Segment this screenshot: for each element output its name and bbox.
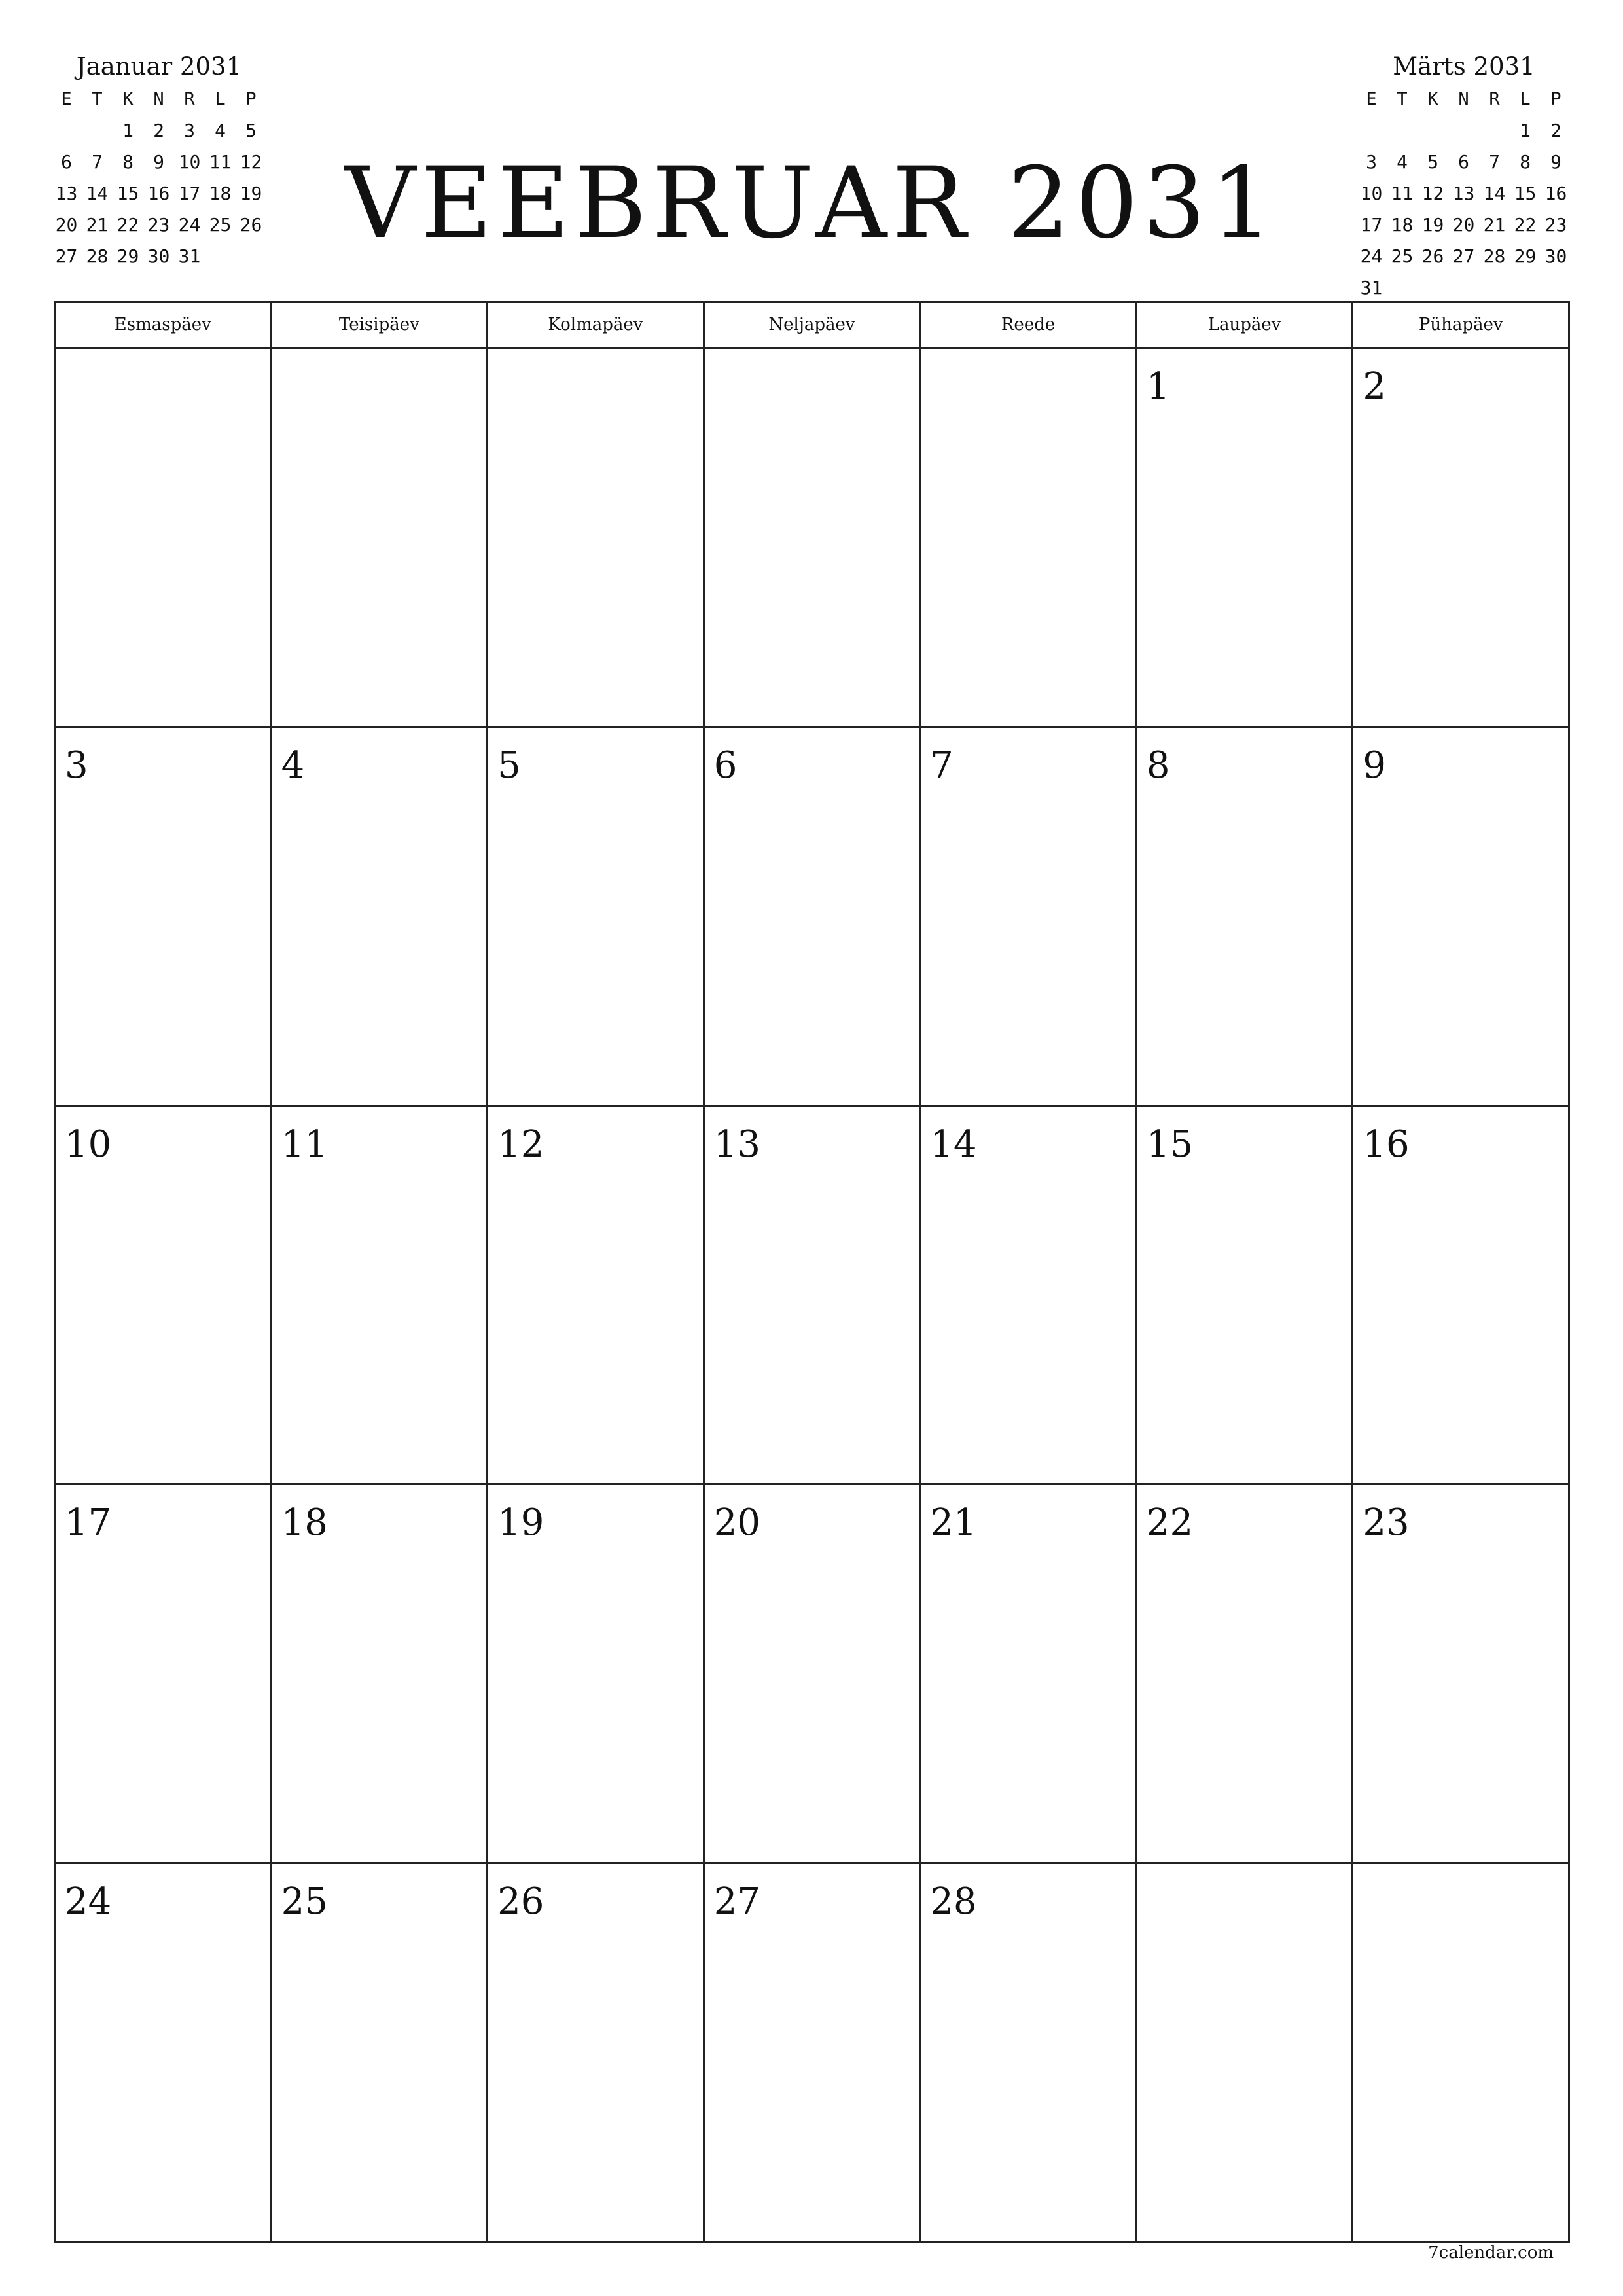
day-cell (921, 1864, 1137, 2243)
mini-day: 15 (1514, 183, 1537, 204)
weekday-header: Neljapäev (705, 303, 921, 349)
day-number: 17 (65, 1501, 112, 1545)
day-number: 9 (1363, 744, 1387, 787)
mini-day: 20 (55, 214, 78, 236)
mini-day: 21 (86, 214, 109, 236)
day-cell (921, 349, 1137, 728)
day-cell (1353, 1485, 1570, 1864)
day-cell (1353, 1107, 1570, 1486)
day-cell (272, 349, 489, 728)
day-number: 1 (1146, 365, 1170, 408)
mini-day: 4 (1397, 151, 1408, 173)
day-cell (921, 728, 1137, 1107)
mini-day: 8 (1520, 151, 1531, 173)
day-cell (272, 728, 489, 1107)
day-number: 6 (713, 744, 738, 787)
mini-day: 25 (209, 214, 232, 236)
day-cell (1353, 1864, 1570, 2243)
mini-day: 20 (1452, 214, 1475, 236)
mini-day (1479, 272, 1510, 304)
mini-day: 10 (1360, 183, 1383, 204)
mini-weekday: P (245, 89, 257, 109)
day-cell (488, 1485, 705, 1864)
day-number: 25 (281, 1880, 328, 1924)
mini-day: 24 (1360, 245, 1383, 267)
day-cell (705, 1485, 921, 1864)
mini-weekday: N (153, 89, 164, 109)
day-number: 20 (713, 1501, 760, 1545)
day-cell (705, 1107, 921, 1486)
day-number: 18 (281, 1501, 328, 1545)
mini-day: 29 (1514, 245, 1537, 267)
mini-day: 14 (1483, 183, 1506, 204)
day-number: 12 (497, 1122, 544, 1166)
page-title: VEEBRUAR 2031 (344, 147, 1279, 260)
mini-day: 16 (147, 183, 170, 204)
mini-day: 17 (1360, 214, 1383, 236)
mini-day (205, 241, 236, 272)
day-cell (272, 1864, 489, 2243)
day-number: 14 (930, 1122, 977, 1166)
mini-day: 9 (153, 151, 164, 173)
mini-day: 6 (61, 151, 72, 173)
mini-day: 14 (86, 183, 109, 204)
mini-day: 9 (1550, 151, 1561, 173)
mini-day: 26 (240, 214, 262, 236)
day-cell (56, 728, 272, 1107)
day-cell (56, 349, 272, 728)
mini-weekday: E (1366, 89, 1377, 109)
mini-weekday: T (92, 89, 103, 109)
day-number: 15 (1146, 1122, 1194, 1166)
mini-calendar-title: Märts 2031 (1393, 52, 1535, 81)
day-number: 24 (65, 1880, 112, 1924)
day-cell (56, 1107, 272, 1486)
day-cell (488, 349, 705, 728)
day-cell (705, 1864, 921, 2243)
day-cell (921, 1485, 1137, 1864)
mini-day: 2 (1550, 120, 1561, 141)
mini-weekday-header (1356, 84, 1572, 115)
day-number: 3 (65, 744, 88, 787)
mini-day: 28 (1483, 245, 1506, 267)
day-cell (488, 1864, 705, 2243)
mini-day: 5 (245, 120, 257, 141)
day-cell (1137, 349, 1354, 728)
weekday-header: Esmaspäev (56, 303, 272, 349)
day-number: 16 (1363, 1122, 1410, 1166)
mini-weekday: K (122, 89, 134, 109)
mini-day: 23 (147, 214, 170, 236)
day-number: 23 (1363, 1501, 1410, 1545)
mini-day: 27 (55, 245, 78, 267)
day-number: 19 (497, 1501, 544, 1545)
mini-calendar-title: Jaanuar 2031 (76, 52, 242, 81)
mini-day: 1 (122, 120, 134, 141)
day-cell (272, 1107, 489, 1486)
mini-day: 19 (240, 183, 262, 204)
footer-watermark: 7calendar.com (1428, 2243, 1554, 2263)
mini-day: 4 (215, 120, 226, 141)
mini-day: 3 (184, 120, 195, 141)
mini-day: 30 (1544, 245, 1567, 267)
mini-day (1479, 115, 1510, 147)
day-cell (56, 1485, 272, 1864)
mini-day: 3 (1366, 151, 1377, 173)
weekday-header: Laupäev (1137, 303, 1354, 349)
day-cell (1137, 1107, 1354, 1486)
mini-day (1356, 115, 1387, 147)
day-number: 5 (497, 744, 521, 787)
mini-weekday: R (184, 89, 195, 109)
mini-day: 27 (1452, 245, 1475, 267)
mini-calendar-previous (51, 51, 267, 272)
day-cell (56, 1864, 272, 2243)
mini-day: 18 (1391, 214, 1414, 236)
mini-weekday: R (1489, 89, 1500, 109)
mini-day: 21 (1483, 214, 1506, 236)
mini-day: 12 (1421, 183, 1444, 204)
mini-day: 8 (122, 151, 134, 173)
mini-day: 31 (178, 245, 201, 267)
mini-day: 13 (55, 183, 78, 204)
mini-day: 18 (209, 183, 232, 204)
mini-day: 19 (1421, 214, 1444, 236)
day-cell (1353, 349, 1570, 728)
mini-day (1387, 272, 1418, 304)
mini-weekday-header (51, 84, 267, 115)
day-cell (1137, 728, 1354, 1107)
mini-day (1387, 115, 1418, 147)
day-number: 22 (1146, 1501, 1194, 1545)
mini-day: 11 (209, 151, 232, 173)
day-number: 28 (930, 1880, 977, 1924)
day-cell (488, 728, 705, 1107)
mini-day (1448, 272, 1479, 304)
month-grid (54, 301, 1570, 2243)
mini-day (1510, 272, 1541, 304)
mini-day: 30 (147, 245, 170, 267)
mini-day: 28 (86, 245, 109, 267)
weekday-header: Reede (921, 303, 1137, 349)
mini-weekday: E (61, 89, 72, 109)
day-number: 26 (497, 1880, 544, 1924)
day-number: 11 (281, 1122, 328, 1166)
mini-calendar-days (51, 115, 267, 272)
mini-day (82, 115, 113, 147)
day-number: 7 (930, 744, 954, 787)
mini-day: 15 (116, 183, 139, 204)
mini-day (1418, 272, 1448, 304)
mini-day (1541, 272, 1571, 304)
mini-day (236, 241, 266, 272)
mini-weekday: N (1458, 89, 1469, 109)
day-cell (1137, 1864, 1354, 2243)
day-number: 21 (930, 1501, 977, 1545)
mini-day (1418, 115, 1448, 147)
mini-day: 23 (1544, 214, 1567, 236)
mini-day: 22 (116, 214, 139, 236)
day-cell (705, 728, 921, 1107)
day-number: 2 (1363, 365, 1387, 408)
mini-day: 17 (178, 183, 201, 204)
day-cell (272, 1485, 489, 1864)
mini-day: 29 (116, 245, 139, 267)
mini-day (1448, 115, 1479, 147)
mini-day: 2 (153, 120, 164, 141)
day-cell (921, 1107, 1137, 1486)
mini-day: 16 (1544, 183, 1567, 204)
mini-day: 31 (1360, 277, 1383, 298)
mini-day: 11 (1391, 183, 1414, 204)
day-number: 10 (65, 1122, 112, 1166)
mini-day: 1 (1520, 120, 1531, 141)
mini-day: 22 (1514, 214, 1537, 236)
mini-day: 13 (1452, 183, 1475, 204)
mini-day (51, 115, 82, 147)
mini-day: 10 (178, 151, 201, 173)
day-number: 4 (281, 744, 305, 787)
day-number: 13 (713, 1122, 760, 1166)
mini-day: 6 (1458, 151, 1469, 173)
mini-day: 5 (1427, 151, 1438, 173)
mini-day: 25 (1391, 245, 1414, 267)
mini-day: 24 (178, 214, 201, 236)
mini-day: 26 (1421, 245, 1444, 267)
weekday-header: Pühapäev (1353, 303, 1570, 349)
mini-day: 7 (92, 151, 103, 173)
mini-calendar-next (1356, 51, 1572, 304)
day-cell (1137, 1485, 1354, 1864)
mini-day: 12 (240, 151, 262, 173)
day-number: 8 (1146, 744, 1170, 787)
mini-weekday: T (1397, 89, 1408, 109)
day-cell (1353, 728, 1570, 1107)
mini-weekday: L (1520, 89, 1531, 109)
day-number: 27 (713, 1880, 760, 1924)
mini-weekday: L (215, 89, 226, 109)
mini-calendar-days (1356, 115, 1572, 304)
day-cell (488, 1107, 705, 1486)
mini-weekday: P (1550, 89, 1561, 109)
weekday-header: Kolmapäev (488, 303, 705, 349)
mini-day: 7 (1489, 151, 1500, 173)
day-cell (705, 349, 921, 728)
weekday-header: Teisipäev (272, 303, 489, 349)
mini-weekday: K (1427, 89, 1438, 109)
